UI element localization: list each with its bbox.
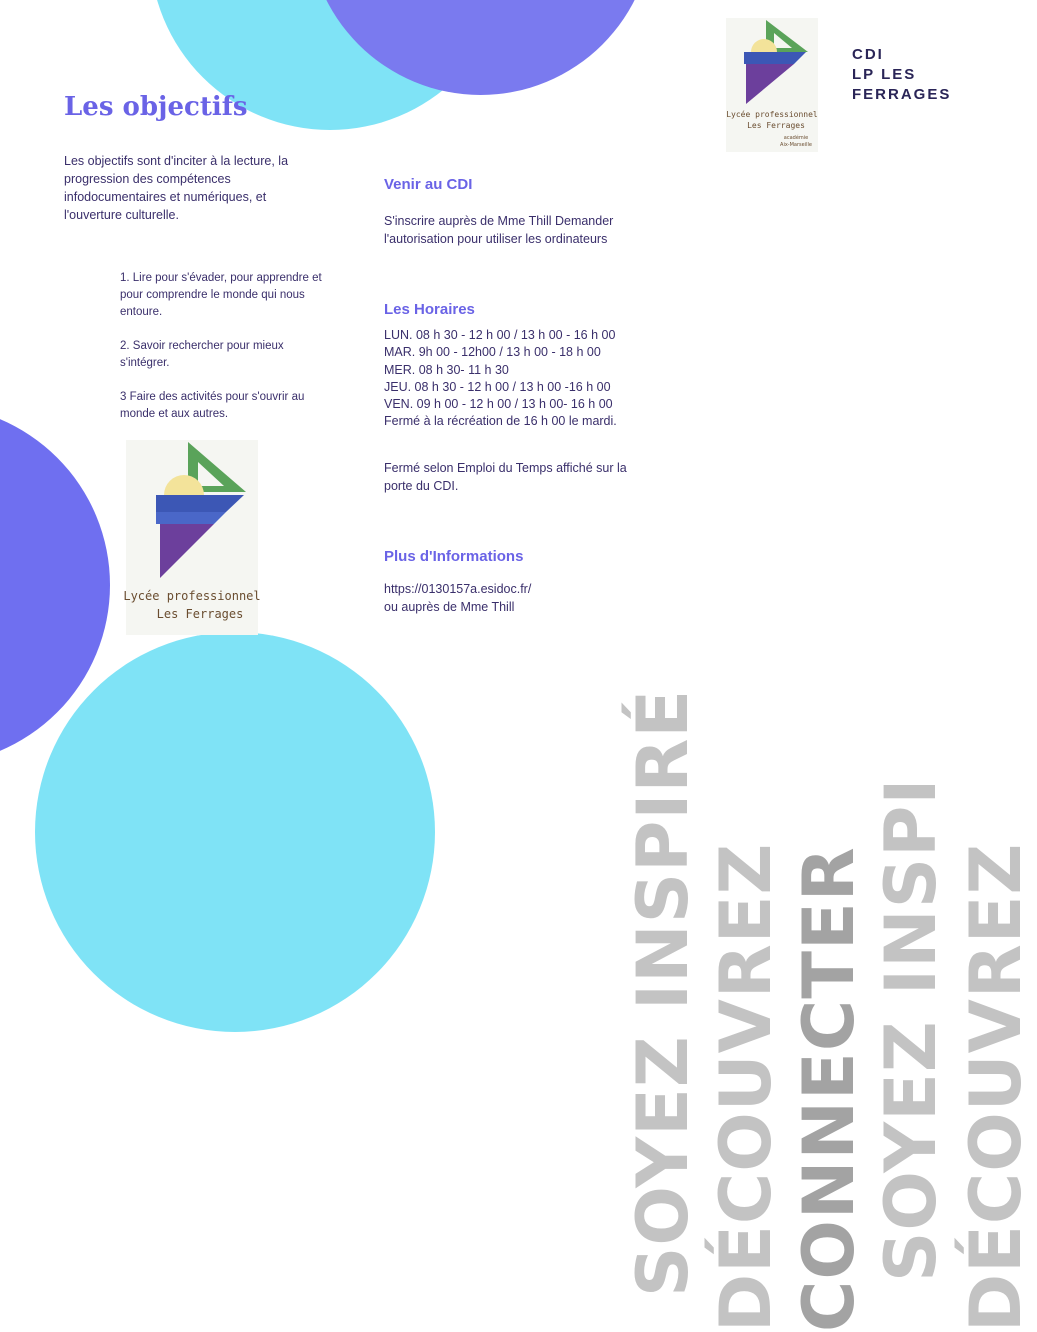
objectif-item-2: 2. Savoir rechercher pour mieux s'intégrer. [120, 340, 284, 369]
cyan-circle-bottom [35, 632, 435, 1032]
vertical-word-4: SOYEZ INSPI [870, 777, 952, 1282]
horaire-lundi: LUN. 08 h 30 - 12 h 00 / 13 h 00 - 16 h 00 [384, 328, 616, 342]
school-logo-large [123, 440, 261, 635]
logo-academy-1: académie [783, 135, 809, 141]
logo-line-2: Les Ferrages [156, 607, 244, 621]
logo-graphic [123, 440, 261, 635]
venir-text: S'inscrire auprès de Mme Thill Demander l'autorisation pour utiliser les ordinateurs [384, 214, 614, 246]
horaires-title: Les Horaires [384, 301, 475, 318]
cdi-title-line-3: FERRAGES [852, 86, 952, 103]
infos-url: https://0130157a.esidoc.fr/ [384, 582, 532, 596]
cdi-title-line-1: CDI [852, 46, 884, 63]
cdi-title-line-2: LP LES [852, 66, 917, 83]
vertical-word-3: CONNECTER [788, 846, 870, 1332]
logo-academy-2: Aix-Marseille [780, 142, 812, 148]
horaire-mercredi: MER. 08 h 30- 11 h 30 [384, 362, 509, 377]
vertical-word-2: DÉCOUVREZ [705, 842, 787, 1332]
horaires-note: Fermé selon Emploi du Temps affiché sur la porte du CDI. [384, 461, 627, 493]
objectif-item-1: 1. Lire pour s'évader, pour apprendre et pour comprendre le monde qui nous entoure. [120, 272, 322, 318]
school-logo-small [726, 18, 818, 152]
horaire-mardi: MAR. 9h 00 - 12h00 / 13 h 00 - 18 h 00 [384, 345, 601, 360]
venir-title: Venir au CDI [384, 176, 473, 193]
horaire-jeudi: JEU. 08 h 30 - 12 h 00 / 13 h 00 -16 h 00 [384, 379, 611, 394]
infos-contact: ou auprès de Mme Thill [384, 600, 515, 614]
infos-title: Plus d'Informations [384, 548, 524, 565]
logo-graphic-small [726, 18, 818, 152]
logo-small-line-2: Les Ferrages [747, 121, 805, 130]
objectifs-title: Les objectifs [64, 92, 248, 122]
logo-small-line-1: Lycée professionnel [726, 110, 818, 119]
vertical-word-column-1 [612, 0, 704, 1297]
vertical-word-1: SOYEZ INSPIRÉ [622, 688, 704, 1297]
vertical-word-column-5 [943, 0, 1037, 1332]
horaires-list [384, 327, 617, 431]
objectif-item-3: 3 Faire des activités pour s'ouvrir au monde et aux autres. [120, 391, 305, 420]
vertical-word-5: DÉCOUVREZ [955, 842, 1037, 1332]
horaire-fermeture-recreation: Fermé à la récréation de 16 h 00 le mardi. [384, 414, 617, 429]
logo-line-1: Lycée professionnel [123, 589, 261, 603]
vertical-word-column-4 [862, 0, 952, 1282]
objectifs-intro: Les objectifs sont d'inciter à la lecture, la progression des compétences infodocumentaires et numériques, et l'ouverture culturelle. [64, 154, 289, 222]
cdi-title [852, 45, 951, 105]
horaire-vendredi: VEN. 09 h 00 - 12 h 00 / 13 h 00- 16 h 00 [384, 397, 613, 412]
